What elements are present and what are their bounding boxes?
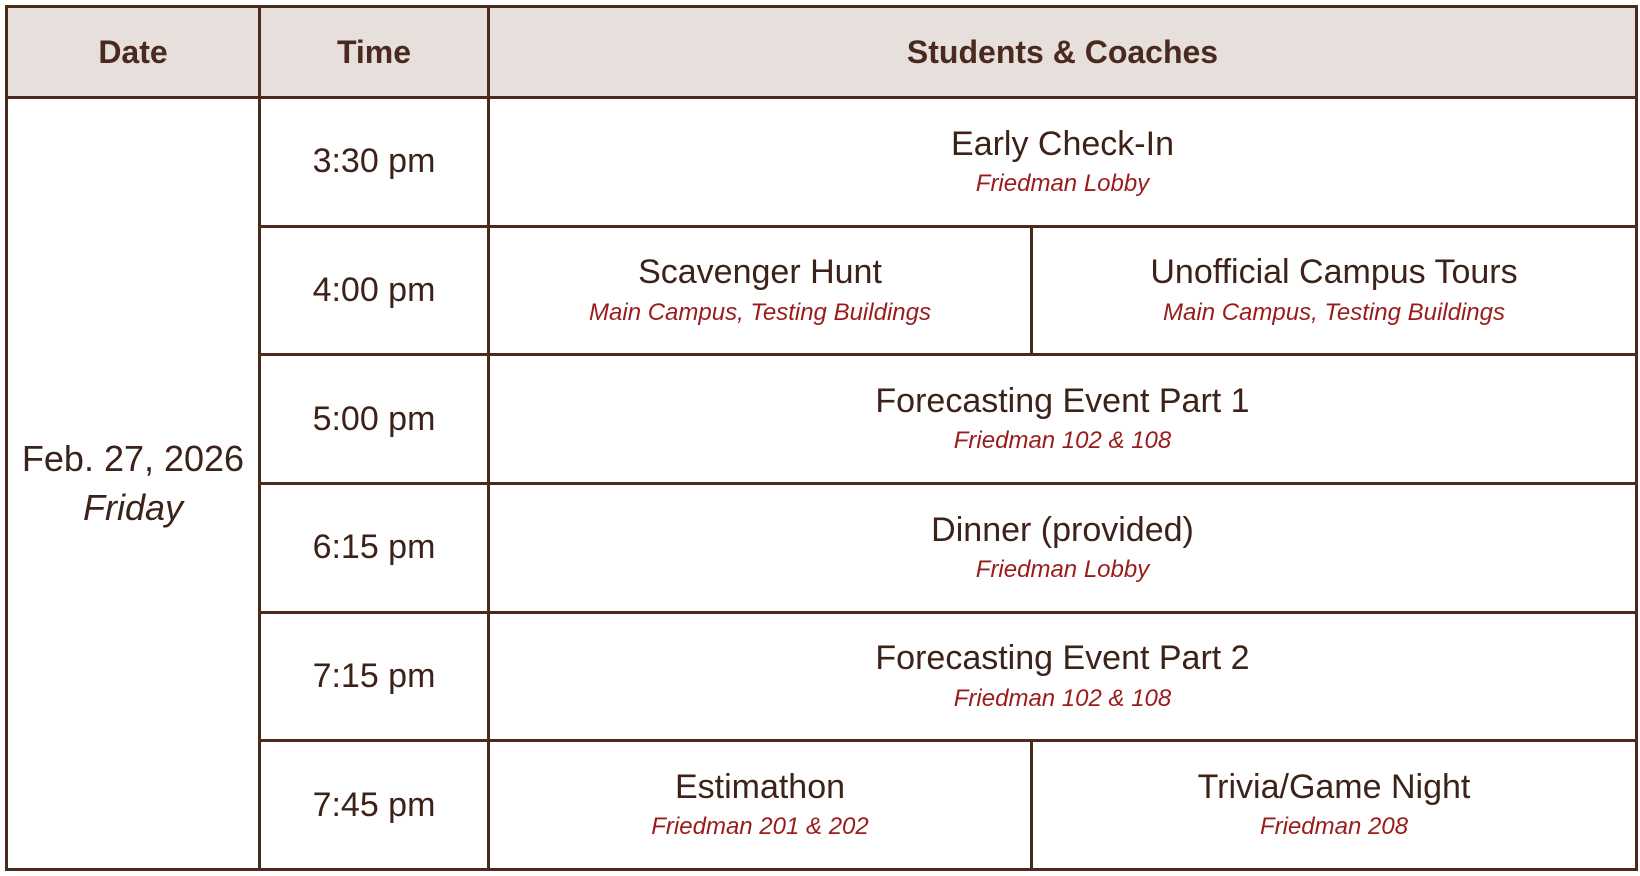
day-text: Friday [82, 486, 184, 528]
event-title: Estimathon [674, 768, 846, 807]
event-location: Friedman 102 & 108 [953, 684, 1172, 712]
time-cell: 7:45 pm [260, 741, 489, 870]
event-title: Dinner (provided) [931, 510, 1194, 549]
schedule-row [7, 98, 1637, 227]
event-location: Friedman 201 & 202 [651, 813, 869, 841]
event-cell [489, 741, 1032, 870]
date-cell [7, 98, 260, 870]
time-cell: 3:30 pm [260, 98, 489, 227]
event-cell [489, 483, 1637, 612]
event-cell [1032, 226, 1637, 355]
event-cell [1032, 741, 1637, 870]
event-cell [489, 98, 1637, 227]
header-event: Students & Coaches [489, 7, 1637, 98]
event-title: Trivia/Game Night [1197, 768, 1471, 807]
event-title: Scavenger Hunt [638, 253, 882, 292]
time-cell: 7:15 pm [260, 612, 489, 741]
event-title: Unofficial Campus Tours [1150, 253, 1518, 292]
header-row [7, 7, 1637, 98]
event-location: Main Campus, Testing Buildings [589, 298, 931, 326]
time-cell: 5:00 pm [260, 355, 489, 484]
time-cell: 4:00 pm [260, 226, 489, 355]
event-title: Forecasting Event Part 2 [875, 639, 1250, 678]
event-cell [489, 612, 1637, 741]
event-location: Friedman Lobby [975, 555, 1150, 583]
header-date: Date [7, 7, 260, 98]
header-time: Time [260, 7, 489, 98]
schedule-table [5, 5, 1638, 871]
event-title: Forecasting Event Part 1 [875, 382, 1250, 421]
date-text: Feb. 27, 2026 [21, 437, 245, 479]
event-location: Friedman 102 & 108 [953, 427, 1172, 455]
time-cell: 6:15 pm [260, 483, 489, 612]
event-location: Main Campus, Testing Buildings [1163, 298, 1505, 326]
event-cell [489, 355, 1637, 484]
event-location: Friedman 208 [1259, 813, 1409, 841]
event-title: Early Check-In [951, 124, 1174, 163]
event-cell [489, 226, 1032, 355]
event-location: Friedman Lobby [975, 169, 1150, 197]
